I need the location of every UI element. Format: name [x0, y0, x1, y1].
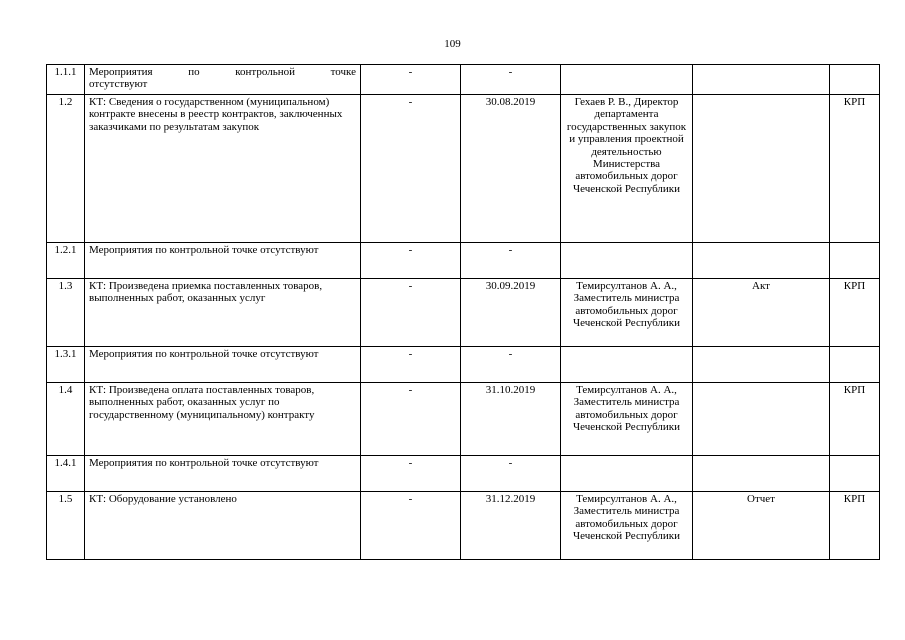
row-name: Мероприятия по контрольной точке отсутствуют	[85, 456, 361, 492]
row-number: 1.1.1	[47, 65, 85, 95]
table-row	[47, 347, 880, 383]
row-start: -	[361, 65, 461, 95]
row-end: 30.09.2019	[461, 279, 561, 347]
row-number: 1.4	[47, 383, 85, 456]
row-control: КРП	[830, 383, 880, 456]
row-name: Мероприятия по контрольной точке отсутствуют	[85, 347, 361, 383]
row-control	[830, 65, 880, 95]
row-name-rest: отсутствуют	[89, 78, 148, 91]
row-name: КТ: Сведения о государственном (муниципальном) контракте внесены в реестр контрактов, заключенных заказчиками по результатам закупок	[85, 95, 361, 243]
row-end: -	[461, 65, 561, 95]
row-name-first-line: Мероприятия по контрольной точке	[89, 66, 356, 78]
row-responsible	[561, 243, 693, 279]
row-document	[693, 95, 830, 243]
table-row	[47, 279, 880, 347]
page-number: 109	[444, 38, 461, 50]
row-number: 1.3	[47, 279, 85, 347]
row-end: 30.08.2019	[461, 95, 561, 243]
row-document: Акт	[693, 279, 830, 347]
row-document	[693, 456, 830, 492]
row-end: 31.10.2019	[461, 383, 561, 456]
row-control	[830, 243, 880, 279]
row-responsible	[561, 456, 693, 492]
row-document	[693, 65, 830, 95]
table-row	[47, 492, 880, 560]
table-row	[47, 243, 880, 279]
row-start: -	[361, 492, 461, 560]
row-control: КРП	[830, 95, 880, 243]
row-start: -	[361, 95, 461, 243]
row-control: КРП	[830, 279, 880, 347]
row-control	[830, 456, 880, 492]
row-document: Отчет	[693, 492, 830, 560]
row-responsible: Темирсултанов А. А., Заместитель министра автомобильных дорог Чеченской Республики	[561, 383, 693, 456]
row-end: -	[461, 456, 561, 492]
row-responsible: Гехаев Р. В., Директор департамента государственных закупок и управления проектной деятельностью Министерства автомобильных дорог Чеченской Республики	[561, 95, 693, 243]
table-row	[47, 65, 880, 95]
row-responsible	[561, 65, 693, 95]
row-document	[693, 243, 830, 279]
row-start: -	[361, 456, 461, 492]
row-start: -	[361, 383, 461, 456]
row-responsible: Темирсултанов А. А., Заместитель министра автомобильных дорог Чеченской Республики	[561, 279, 693, 347]
row-responsible	[561, 347, 693, 383]
row-name	[85, 65, 361, 95]
row-document	[693, 347, 830, 383]
row-start: -	[361, 279, 461, 347]
row-number: 1.2	[47, 95, 85, 243]
row-end: -	[461, 243, 561, 279]
row-number: 1.4.1	[47, 456, 85, 492]
row-number: 1.5	[47, 492, 85, 560]
row-number: 1.2.1	[47, 243, 85, 279]
row-number: 1.3.1	[47, 347, 85, 383]
table-row	[47, 456, 880, 492]
row-end: 31.12.2019	[461, 492, 561, 560]
row-responsible: Темирсултанов А. А., Заместитель министра автомобильных дорог Чеченской Республики	[561, 492, 693, 560]
row-control	[830, 347, 880, 383]
row-end: -	[461, 347, 561, 383]
row-start: -	[361, 243, 461, 279]
row-name: КТ: Произведена оплата поставленных товаров, выполненных работ, оказанных услуг по государственному (муниципальному) контракту	[85, 383, 361, 456]
row-name: КТ: Произведена приемка поставленных товаров, выполненных работ, оказанных услуг	[85, 279, 361, 347]
row-name: Мероприятия по контрольной точке отсутствуют	[85, 243, 361, 279]
row-control: КРП	[830, 492, 880, 560]
table-row	[47, 383, 880, 456]
table-row	[47, 95, 880, 243]
row-name: КТ: Оборудование установлено	[85, 492, 361, 560]
control-points-table	[46, 64, 880, 560]
row-start: -	[361, 347, 461, 383]
row-document	[693, 383, 830, 456]
